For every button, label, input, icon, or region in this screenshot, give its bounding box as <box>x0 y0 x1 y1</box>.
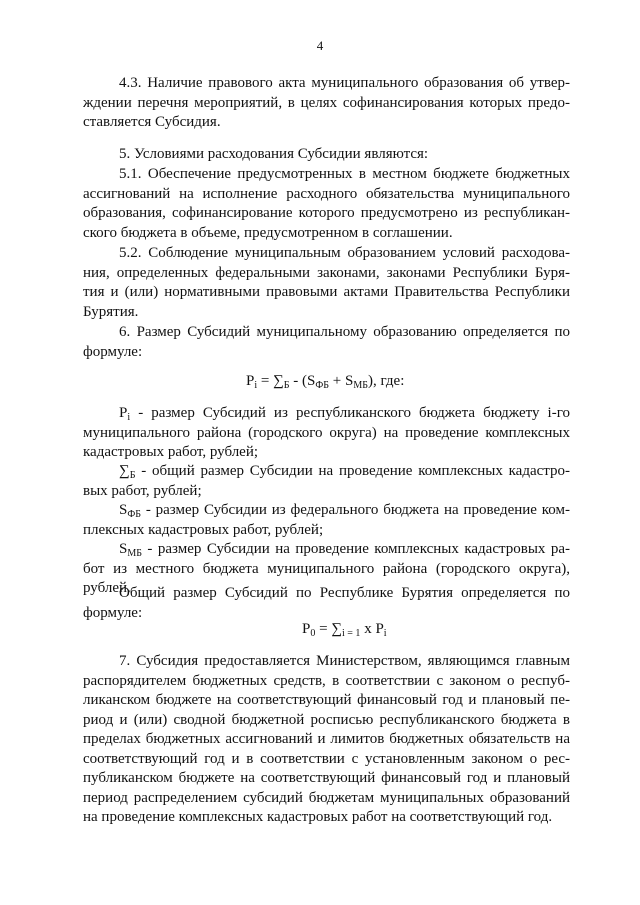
formula-operator: = <box>257 373 274 389</box>
definition-text: - размер Субсидии на проведение комплексных кадастровых ра- <box>141 541 570 557</box>
formula-subscript: i <box>254 380 258 391</box>
text-line: 5.2. Соблюдение муниципальным образованием условий расходова- <box>119 245 570 261</box>
text-line <box>83 501 570 521</box>
text-line: на проведение комплексных кадастровых работ на соответствующий год. <box>83 809 553 825</box>
definition-symbol: ∑ <box>119 463 130 479</box>
formula-symbol: P <box>246 373 255 389</box>
text-line: образования, софинансирование которого предусмотрено из республикан- <box>83 205 570 221</box>
text-line: ния, определенных федеральными законами, законами Республики Буря- <box>83 264 570 281</box>
text-line: формуле: <box>83 604 143 621</box>
sum-symbol: ∑ <box>331 621 343 637</box>
paragraph-5 <box>83 145 570 165</box>
definition-sum <box>83 462 570 501</box>
page-number: 4 <box>316 38 324 53</box>
definition-text: - общий размер Субсидии на проведение комплексных кадастро- <box>135 463 570 479</box>
formula-subscript: МБ <box>353 380 368 391</box>
text-line <box>83 462 570 482</box>
paragraph-5-2 <box>83 244 570 322</box>
text-line: соответствующий год и в соответствии с установленным законом о рес- <box>83 750 570 767</box>
total-formula <box>302 621 387 639</box>
sum-symbol: ∑ <box>273 373 284 389</box>
paragraph-4-3 <box>83 74 570 133</box>
text-line: Бурятия. <box>83 303 139 320</box>
definition-symbol: S <box>119 502 128 518</box>
text-line: ставляется Субсидия. <box>83 114 221 130</box>
formula-subscript: 0 <box>310 628 316 639</box>
text-line: ского бюджета в объеме, предусмотренном в соглашении. <box>83 224 453 241</box>
formula-subscript: i = 1 <box>342 628 361 639</box>
text-line: 5.1. Обеспечение предусмотренных в местном бюджете бюджетных <box>119 166 570 182</box>
definition-sfb <box>83 501 570 540</box>
text-line: риод и (или) сводной бюджетной росписью республиканского бюджета в <box>83 711 570 728</box>
text-line: 5. Условиями расходования Субсидии являются: <box>119 146 429 162</box>
formula-operator: x P <box>360 621 384 637</box>
text-line: 6. Размер Субсидий муниципальному образованию определяется по <box>119 324 570 340</box>
formula-subscript: i <box>383 628 387 639</box>
definition-text: - размер Субсидии из федерального бюджета на проведение ком- <box>141 502 570 518</box>
text-line: бот из местного бюджета муниципального района (городского округа), <box>83 560 570 577</box>
text-line: ждении перечня мероприятий, в целях софинансирования которых предо- <box>83 94 570 111</box>
formula-subscript: ФБ <box>315 380 330 391</box>
formula-tail: ), где: <box>368 373 405 389</box>
subsidy-formula <box>246 373 404 391</box>
paragraph-7 <box>83 652 570 828</box>
text-line: муниципального района (городского округа) на проведение комплексных <box>83 424 570 441</box>
text-line: публиканском бюджете на соответствующий финансовый год и плановый <box>83 770 570 786</box>
text-line: ликанском бюджете на соответствующий финансовый год и плановый пе- <box>83 692 570 708</box>
definition-text: - размер Субсидий из республиканского бюджета бюджету i-го <box>130 405 570 421</box>
text-line: плексных кадастровых работ, рублей; <box>83 521 324 538</box>
paragraph-5-1 <box>83 165 570 243</box>
definition-pi <box>83 404 570 463</box>
definition-subscript: ФБ <box>127 509 141 520</box>
definition-subscript: Б <box>129 470 136 481</box>
text-line: 7. Субсидия предоставляется Министерством, являющимся главным <box>119 653 570 669</box>
text-line <box>83 540 570 560</box>
text-line: рублей. <box>83 580 131 596</box>
formula-operator: + S <box>329 373 354 389</box>
formula-symbol: P <box>302 621 311 637</box>
formula-operator: = <box>315 621 332 637</box>
definition-subscript: МБ <box>127 548 142 559</box>
paragraph-total <box>83 584 570 623</box>
text-line: вых работ, рублей; <box>83 482 202 499</box>
text-line: формуле: <box>83 343 143 360</box>
text-line: пределах бюджетных ассигнований и лимитов бюджетных обязательств на <box>83 731 570 747</box>
text-line: кадастровых работ, рублей; <box>83 444 259 460</box>
paragraph-6 <box>83 323 570 362</box>
text-line: распорядителем бюджетных средств, в соответствии с законом о респуб- <box>83 672 570 689</box>
definition-symbol: P <box>119 405 128 421</box>
definition-symbol: S <box>119 541 128 557</box>
definition-subscript: i <box>127 412 131 423</box>
text-line: Общий размер Субсидий по Республике Бурятия определяется по <box>119 585 570 601</box>
text-line: ассигнований на исполнение расходного обязательства муниципального <box>83 185 570 202</box>
formula-operator: - (S <box>289 373 316 389</box>
text-line: тия и (или) нормативными правовыми актами Правительства Республики <box>83 284 570 300</box>
text-line: период распределением субсидий бюджетам муниципальных образований <box>83 789 570 806</box>
text-line <box>83 404 570 424</box>
formula-subscript: Б <box>283 380 290 391</box>
text-line: 4.3. Наличие правового акта муниципального образования об утвер- <box>119 75 570 91</box>
